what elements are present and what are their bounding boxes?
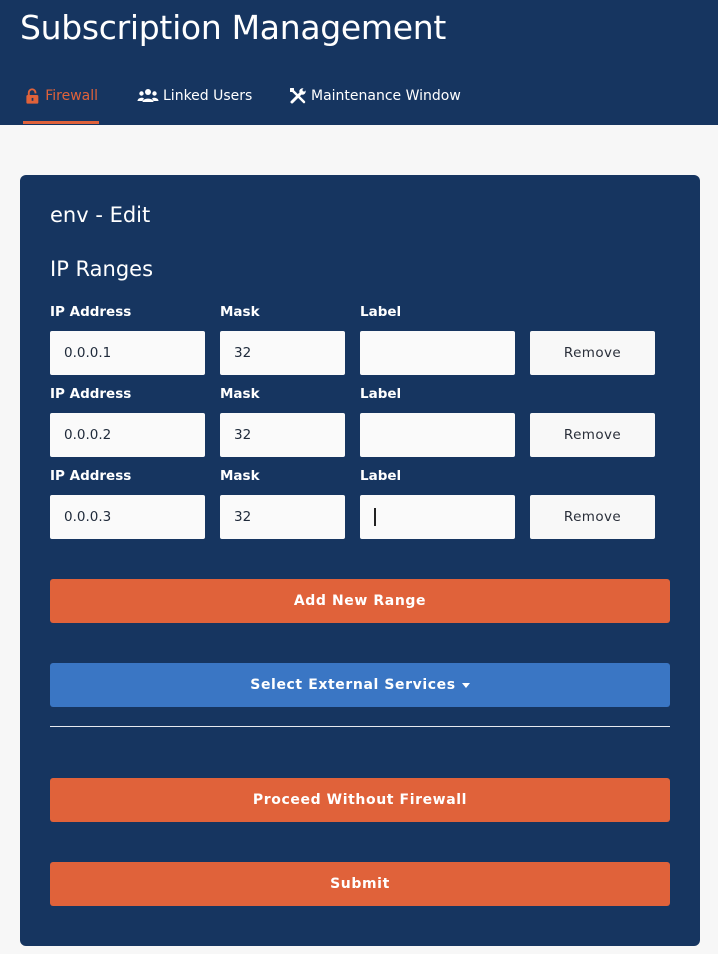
mask-label: Mask bbox=[220, 468, 260, 484]
lock-open-icon bbox=[24, 87, 41, 105]
ip-address-input[interactable]: 0.0.0.3 bbox=[50, 495, 205, 539]
label-input[interactable] bbox=[360, 331, 515, 375]
ip-address-label: IP Address bbox=[50, 386, 132, 402]
tab-label: Firewall bbox=[45, 88, 98, 104]
remove-button[interactable]: Remove bbox=[530, 495, 655, 539]
ip-address-input[interactable]: 0.0.0.1 bbox=[50, 331, 205, 375]
ip-address-label: IP Address bbox=[50, 304, 132, 320]
remove-button[interactable]: Remove bbox=[530, 331, 655, 375]
mask-input[interactable]: 32 bbox=[220, 495, 345, 539]
label-input[interactable] bbox=[360, 413, 515, 457]
label-label: Label bbox=[360, 304, 402, 320]
label-label: Label bbox=[360, 468, 402, 484]
proceed-without-firewall-label: Proceed Without Firewall bbox=[252, 792, 468, 808]
caret-down-icon bbox=[462, 683, 470, 688]
ip-address-label: IP Address bbox=[50, 468, 132, 484]
page-title: Subscription Management bbox=[20, 8, 447, 47]
add-new-range-button[interactable] bbox=[50, 579, 670, 623]
mask-label: Mask bbox=[220, 386, 260, 402]
tab-firewall[interactable] bbox=[24, 88, 98, 124]
app-header bbox=[0, 0, 718, 125]
submit-label: Submit bbox=[330, 876, 390, 892]
card-title: env - Edit bbox=[50, 203, 151, 227]
tools-icon bbox=[289, 87, 307, 105]
tab-label: Maintenance Window bbox=[311, 88, 461, 104]
users-icon bbox=[137, 87, 159, 105]
ip-ranges-heading: IP Ranges bbox=[50, 257, 154, 281]
tab-maintenance-window[interactable] bbox=[289, 88, 461, 124]
ip-address-input[interactable]: 0.0.0.2 bbox=[50, 413, 205, 457]
tab-linked-users[interactable] bbox=[137, 88, 252, 124]
mask-input[interactable]: 32 bbox=[220, 331, 345, 375]
select-external-services-label: Select External Services bbox=[250, 677, 456, 693]
label-label: Label bbox=[360, 386, 402, 402]
label-input[interactable] bbox=[360, 495, 515, 539]
submit-button[interactable] bbox=[50, 862, 670, 906]
select-external-services-button[interactable] bbox=[50, 663, 670, 707]
text-cursor bbox=[374, 508, 376, 526]
divider bbox=[50, 726, 670, 727]
tab-label: Linked Users bbox=[163, 88, 253, 104]
add-new-range-label: Add New Range bbox=[293, 593, 427, 609]
mask-label: Mask bbox=[220, 304, 260, 320]
proceed-without-firewall-button[interactable] bbox=[50, 778, 670, 822]
edit-card bbox=[20, 175, 700, 946]
remove-button[interactable]: Remove bbox=[530, 413, 655, 457]
mask-input[interactable]: 32 bbox=[220, 413, 345, 457]
